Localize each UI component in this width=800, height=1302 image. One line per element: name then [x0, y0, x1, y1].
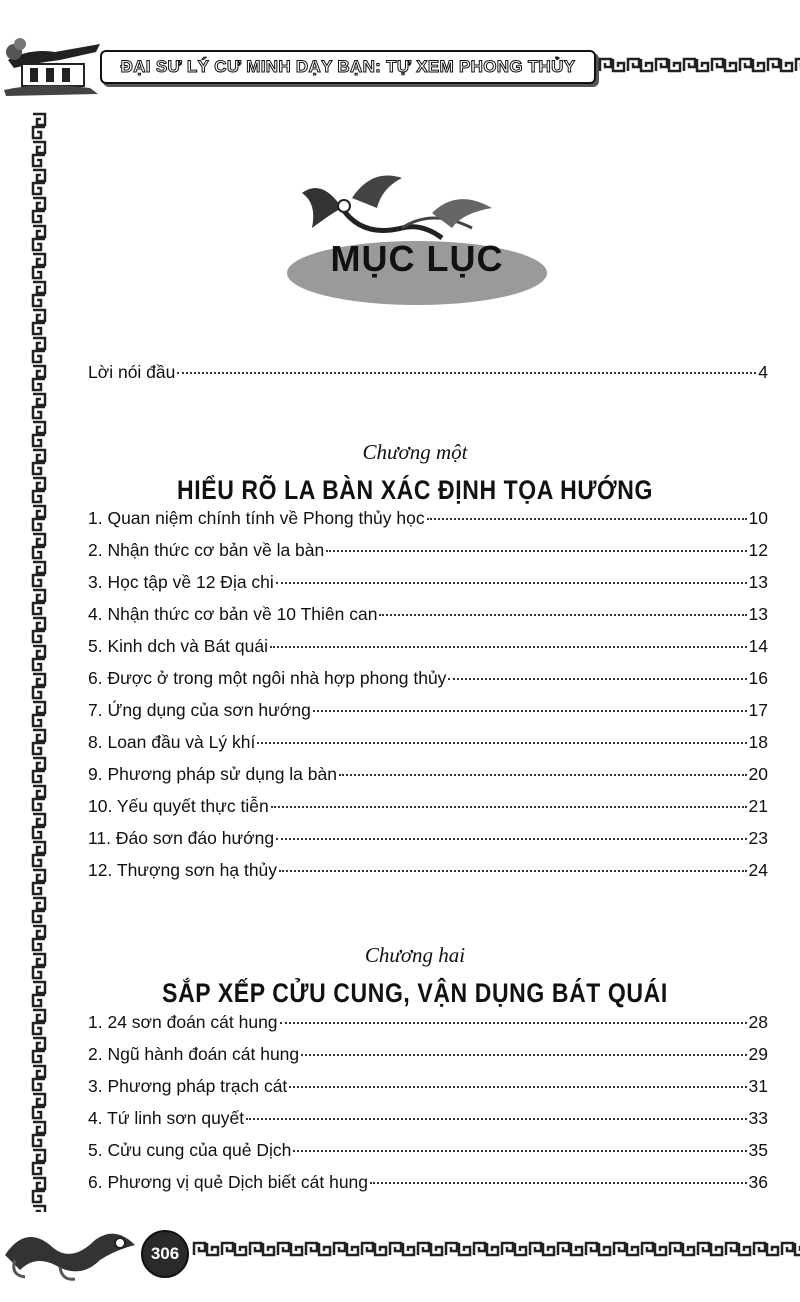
- toc-entry-title: 2. Nhận thức cơ bản về la bàn: [88, 540, 325, 560]
- leader-dots: [427, 518, 747, 520]
- leader-dots: [279, 870, 746, 872]
- toc-entry-page: 13: [748, 604, 768, 624]
- toc-entry-page: 29: [748, 1044, 768, 1064]
- toc-entry-page: 21: [748, 796, 768, 816]
- leader-dots: [270, 646, 747, 648]
- toc-entry-title: 2. Ngũ hành đoán cát hung: [88, 1044, 300, 1064]
- toc-entry-title: 3. Phương pháp trạch cát: [88, 1076, 288, 1096]
- chapter-label: Chương hai: [364, 943, 466, 967]
- toc-entry-page: 24: [748, 860, 768, 880]
- toc-entry-page: 13: [748, 572, 768, 592]
- toc-entry-page: 14: [748, 636, 768, 656]
- toc-entry-page: 17: [748, 700, 768, 720]
- toc-entry-page: 35: [748, 1140, 768, 1160]
- toc-entry-title: Lời nói đầu: [88, 362, 176, 382]
- leader-dots: [280, 1022, 747, 1024]
- chapter-1-entry-list: [88, 508, 768, 892]
- toc-entry-page: 33: [748, 1108, 768, 1128]
- meander-border-left: [30, 112, 48, 1212]
- meander-border-top: [598, 56, 800, 74]
- leader-dots: [289, 1086, 746, 1088]
- toc-entry-title: 1. Quan niệm chính tính về Phong thủy học: [88, 508, 425, 528]
- toc-entry[interactable]: [88, 508, 768, 540]
- pavilion-logo-icon: [0, 30, 110, 105]
- toc-entry[interactable]: [88, 1044, 768, 1076]
- leader-dots: [301, 1054, 746, 1056]
- meander-border-bottom: [192, 1240, 800, 1258]
- toc-entry-page: 20: [748, 764, 768, 784]
- toc-entry-title: 5. Kinh dch và Bát quái: [88, 636, 268, 656]
- toc-entry-title: 11. Đáo sơn đáo hướng: [88, 828, 275, 848]
- toc-entry-page: 36: [748, 1172, 768, 1192]
- toc-entry[interactable]: [88, 860, 768, 892]
- toc-heading-text: MỤC LỤC: [330, 238, 504, 279]
- toc-entry[interactable]: [88, 1108, 768, 1140]
- toc-entry-title: 3. Học tập về 12 Địa chi: [88, 572, 274, 592]
- dragon-ornament-icon: [0, 1215, 140, 1290]
- toc-entry-page: 12: [748, 540, 768, 560]
- toc-entry-title: 8. Loan đầu và Lý khí: [88, 732, 256, 752]
- crane-icon: [302, 176, 492, 239]
- toc-entry-page: 31: [748, 1076, 768, 1096]
- leader-dots: [276, 838, 746, 840]
- toc-heading-emblem: [282, 168, 552, 313]
- toc-entry-title: 6. Được ở trong một ngôi nhà hợp phong thủy: [88, 668, 447, 688]
- leader-dots: [370, 1182, 747, 1184]
- toc-entry[interactable]: [88, 636, 768, 668]
- chapter-label: Chương một: [362, 440, 468, 464]
- leader-dots: [276, 582, 747, 584]
- toc-entry-preface[interactable]: [88, 362, 768, 394]
- toc-entry[interactable]: [88, 540, 768, 572]
- chapter-title: HIỂU RÕ LA BÀN XÁC ĐỊNH TỌA HƯỚNG: [177, 474, 653, 505]
- leader-dots: [379, 614, 746, 616]
- toc-entry[interactable]: [88, 700, 768, 732]
- toc-entry[interactable]: [88, 1140, 768, 1172]
- toc-entry[interactable]: [88, 604, 768, 636]
- chapter-title: SẮP XẾP CỬU CUNG, VẬN DỤNG BÁT QUÁI: [162, 977, 668, 1008]
- leader-dots: [293, 1150, 746, 1152]
- book-title: ĐẠI SƯ LÝ CƯ MINH DẠY BẠN: TỰ XEM PHONG THỦY: [120, 57, 576, 76]
- toc-entry[interactable]: [88, 764, 768, 796]
- toc-entry[interactable]: [88, 1172, 768, 1204]
- leader-dots: [257, 742, 746, 744]
- toc-entry[interactable]: [88, 732, 768, 764]
- leader-dots: [177, 372, 756, 374]
- toc-entry-title: 12. Thượng sơn hạ thủy: [88, 860, 278, 880]
- toc-entry-title: 1. 24 sơn đoán cát hung: [88, 1012, 278, 1032]
- toc-entry-title: 6. Phương vị quẻ Dịch biết cát hung: [88, 1172, 369, 1192]
- toc-entry[interactable]: [88, 796, 768, 828]
- toc-entry[interactable]: [88, 828, 768, 860]
- toc-entry-title: 9. Phương pháp sử dụng la bàn: [88, 764, 337, 784]
- toc-entry-title: 7. Ứng dụng của sơn hướng: [88, 700, 311, 720]
- toc-entry-page: 23: [748, 828, 768, 848]
- toc-entry-page: 10: [748, 508, 768, 528]
- toc-entry-title: 5. Cửu cung của quẻ Dịch: [88, 1140, 292, 1160]
- toc-entry-title: 10. Yếu quyết thực tiễn: [88, 796, 269, 816]
- toc-entry-page: 28: [748, 1012, 768, 1032]
- toc-entry[interactable]: [88, 572, 768, 604]
- toc-entry-page: 4: [758, 362, 768, 382]
- book-title-banner: [100, 50, 596, 84]
- toc-entry-page: 18: [748, 732, 768, 752]
- toc-entry[interactable]: [88, 668, 768, 700]
- toc-entry-page: 16: [748, 668, 768, 688]
- leader-dots: [339, 774, 747, 776]
- preface-entry-list: [88, 362, 768, 394]
- toc-entry[interactable]: [88, 1012, 768, 1044]
- leader-dots: [246, 1118, 746, 1120]
- leader-dots: [448, 678, 746, 680]
- leader-dots: [313, 710, 747, 712]
- toc-entry-title: 4. Tứ linh sơn quyết: [88, 1108, 245, 1128]
- toc-entry-title: 4. Nhận thức cơ bản về 10 Thiên can: [88, 604, 378, 624]
- leader-dots: [271, 806, 747, 808]
- chapter-2-entry-list: [88, 1012, 768, 1204]
- page-number-badge: 306: [141, 1230, 189, 1278]
- toc-entry[interactable]: [88, 1076, 768, 1108]
- leader-dots: [326, 550, 746, 552]
